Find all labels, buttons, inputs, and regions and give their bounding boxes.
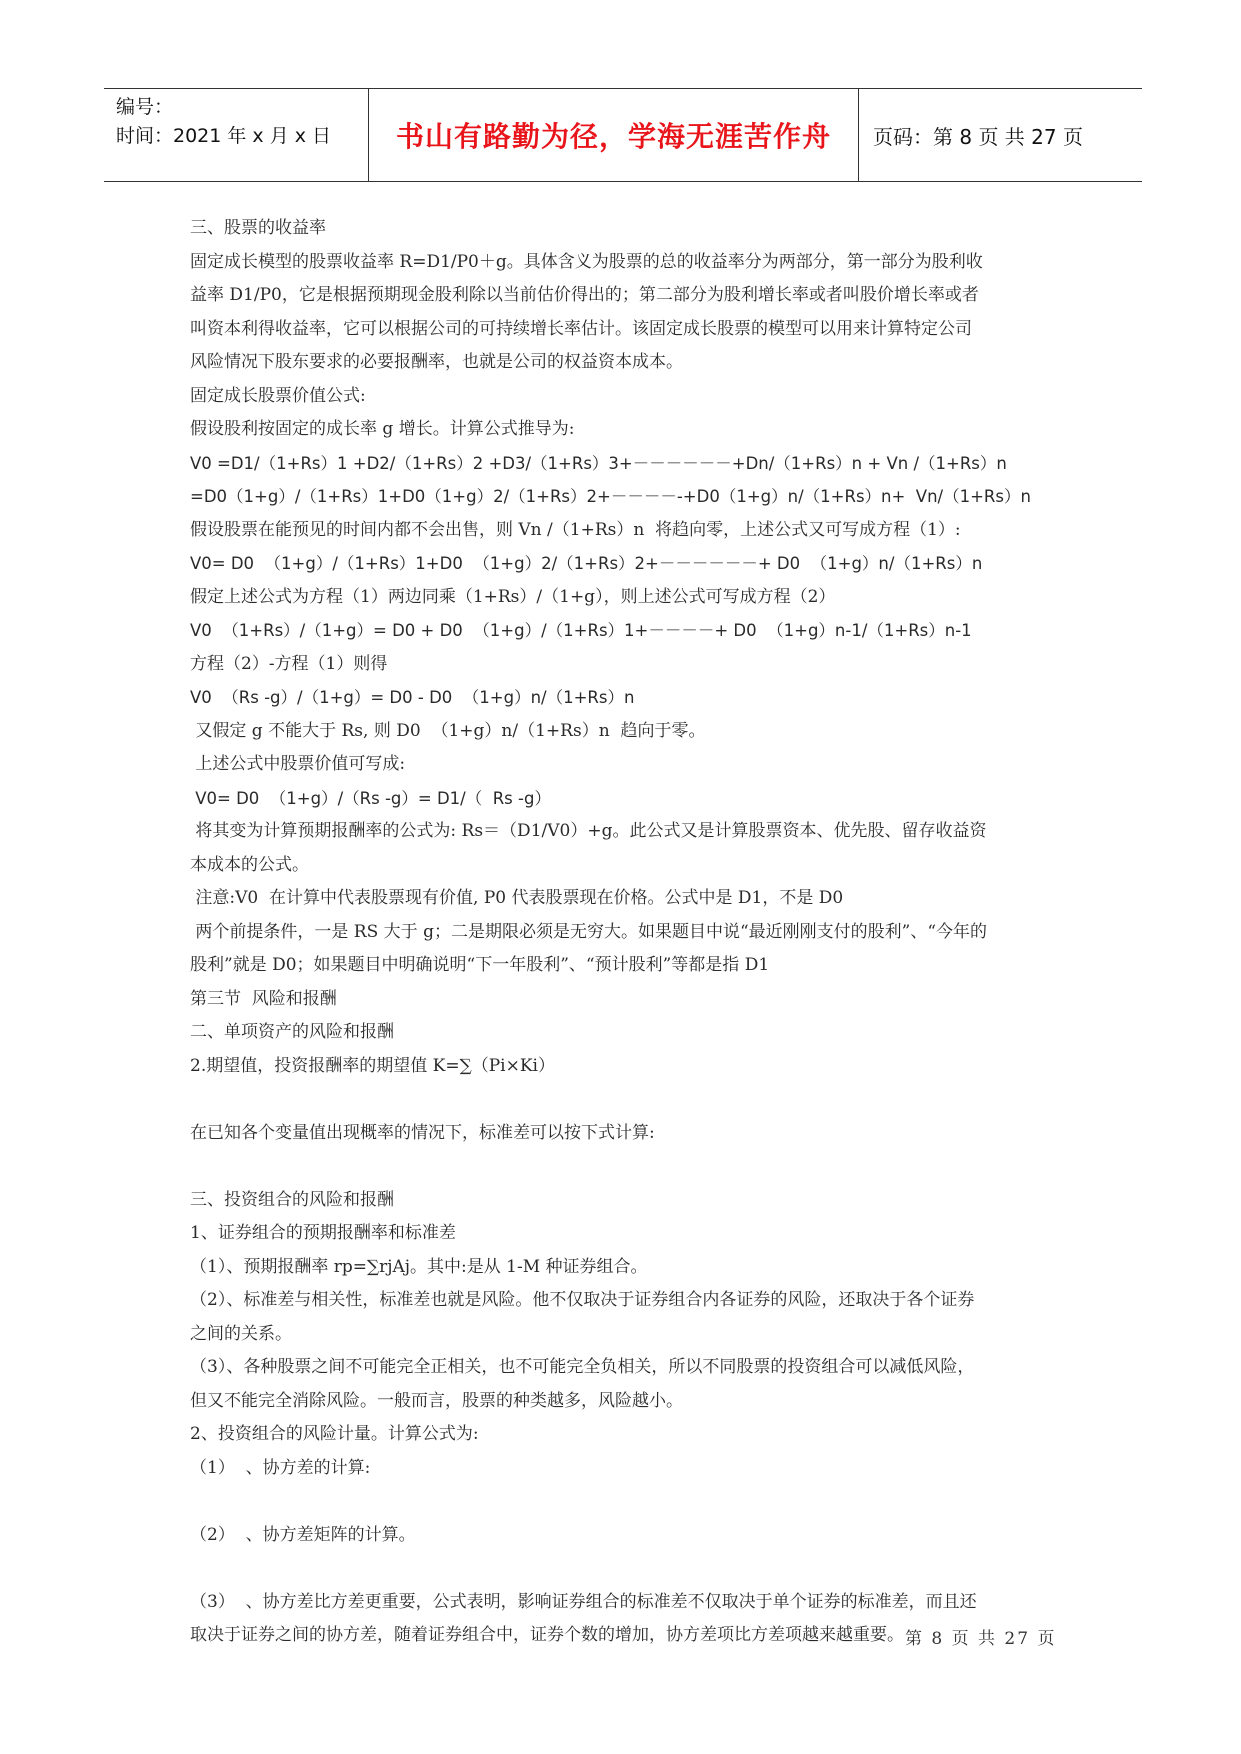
blank-line (190, 1552, 1060, 1586)
paragraph-line: （2）、标准差与相关性，标准差也就是风险。他不仅取决于证券组合内各证券的风险，还取决于各个证券 (190, 1290, 975, 1310)
formula-line: V0 （Rs -g）/（1+g）= D0 - D0 （1+g）n/（1+Rs）n (190, 688, 635, 707)
paragraph-line: 假设股票在能预见的时间内都不会出售，则 Vn /（1+Rs）n 将趋向零，上述公式又可写成方程（1）: (190, 519, 961, 540)
paragraph-line: 注意:V0 在计算中代表股票现有价值, P0 代表股票现在价格。公式中是 D1，不是 D0 (190, 888, 844, 908)
paragraph-line: 取决于证券之间的协方差，随着证券组合中，证券个数的增加，协方差项比方差项越来越重要。 (190, 1625, 904, 1645)
paragraph-line: 假设股利按固定的成长率 g 增长。计算公式推导为: (190, 419, 575, 439)
document-body (190, 212, 1060, 1653)
paragraph-line: 假定上述公式为方程（1）两边同乘（1+Rs）/（1+g），则上述公式可写成方程（2） (190, 586, 836, 607)
header-page-code: 页码：第 8 页 共 27 页 (873, 124, 1083, 149)
paragraph-line: （3）、各种股票之间不可能完全正相关，也不可能完全负相关，所以不同股票的投资组合可以减低风险， (190, 1357, 975, 1377)
paragraph-line: 益率 D1/P0，它是根据预期现金股利除以当前估价得出的；第二部分为股利增长率或者叫股价增长率或者 (190, 285, 979, 305)
page-footer: 第 8 页 共 27 页 (905, 1629, 1057, 1649)
section-heading: 第三节 风险和报酬 (190, 988, 337, 1009)
paragraph-line: 2.期望值，投资报酬率的期望值 K=∑（Pi×Ki） (190, 1055, 555, 1076)
page-header (104, 88, 1142, 182)
header-motto: 书山有路勤为径，学海无涯苦作舟 (369, 89, 859, 181)
paragraph-line: 两个前提条件，一是 RS 大于 g；二是期限必须是无穷大。如果题目中说“最近刚刚支付的股利”、“今年的 (190, 921, 988, 942)
paragraph-line: 方程（2）-方程（1）则得 (190, 653, 388, 674)
paragraph-line: 将其变为计算预期报酬率的公式为: Rs＝（D1/V0）+g。此公式又是计算股票资本、优先股、留存收益资 (190, 821, 987, 841)
blank-line (190, 1485, 1060, 1519)
paragraph-line: 固定成长模型的股票收益率 R=D1/P0＋g。具体含义为股票的总的收益率分为两部分，第一部分为股利收 (190, 251, 983, 272)
header-meta (104, 89, 369, 181)
paragraph-line: 上述公式中股票价值可写成: (190, 754, 406, 774)
formula-line: V0 （1+Rs）/（1+g）= D0 + D0 （1+g）/（1+Rs）1+－－－－+ D0 （1+g）n-1/（1+Rs）n-1 (190, 621, 972, 640)
paragraph-line: （1）、预期报酬率 rp=∑rjAj。其中:是从 1-M 种证券组合。 (190, 1256, 648, 1277)
paragraph-line: 本成本的公式。 (190, 854, 309, 875)
paragraph-line: （3） 、协方差比方差更重要，公式表明，影响证券组合的标准差不仅取决于单个证券的标准差，而且还 (190, 1591, 977, 1612)
paragraph-line: 但又不能完全消除风险。一般而言，股票的种类越多，风险越小。 (190, 1390, 683, 1411)
blank-line (190, 1150, 1060, 1184)
paragraph-line: 1、证券组合的预期报酬率和标准差 (190, 1223, 456, 1243)
section-heading: 三、投资组合的风险和报酬 (190, 1189, 394, 1210)
document-number-label: 编号： (116, 96, 174, 118)
paragraph-line: 又假定 g 不能大于 Rs, 则 D0 （1+g）n/（1+Rs）n 趋向于零。 (190, 720, 706, 741)
paragraph-line: 风险情况下股东要求的必要报酬率，也就是公司的权益资本成本。 (190, 352, 683, 372)
section-heading: 二、单项资产的风险和报酬 (190, 1022, 394, 1042)
blank-line (190, 1083, 1060, 1117)
paragraph-line: （2） 、协方差矩阵的计算。 (190, 1524, 416, 1545)
paragraph-line: 之间的关系。 (190, 1323, 292, 1344)
formula-line: V0= D0 （1+g）/（Rs -g）= D1/（ Rs -g） (190, 788, 551, 808)
section-heading: 三、股票的收益率 (190, 218, 326, 238)
paragraph-line: 固定成长股票价值公式: (190, 385, 366, 406)
paragraph-line: 2、投资组合的风险计量。计算公式为: (190, 1424, 479, 1444)
paragraph-line: 在已知各个变量值出现概率的情况下，标准差可以按下式计算: (190, 1122, 655, 1143)
document-time: 时间：2021 年 x 月 x 日 (116, 125, 332, 147)
paragraph-line: 叫资本利得收益率，它可以根据公司的可持续增长率估计。该固定成长股票的模型可以用来计算特定公司 (190, 318, 972, 339)
formula-line: V0= D0 （1+g）/（1+Rs）1+D0 （1+g）2/（1+Rs）2+－－－－－－+ D0 （1+g）n/（1+Rs）n (190, 554, 983, 573)
formula-line: V0 =D1/（1+Rs）1 +D2/（1+Rs）2 +D3/（1+Rs）3+－－－－－－+Dn/（1+Rs）n + Vn /（1+Rs）n (190, 453, 1007, 473)
paragraph-line: （1） 、协方差的计算: (190, 1457, 371, 1478)
formula-line: =D0（1+g）/（1+Rs）1+D0（1+g）2/（1+Rs）2+－－－－-+D0（1+g）n/（1+Rs）n+ Vn/（1+Rs）n (190, 487, 1031, 506)
paragraph-line: 股利”就是 D0；如果题目中明确说明“下一年股利”、“预计股利”等都是指 D1 (190, 955, 770, 975)
